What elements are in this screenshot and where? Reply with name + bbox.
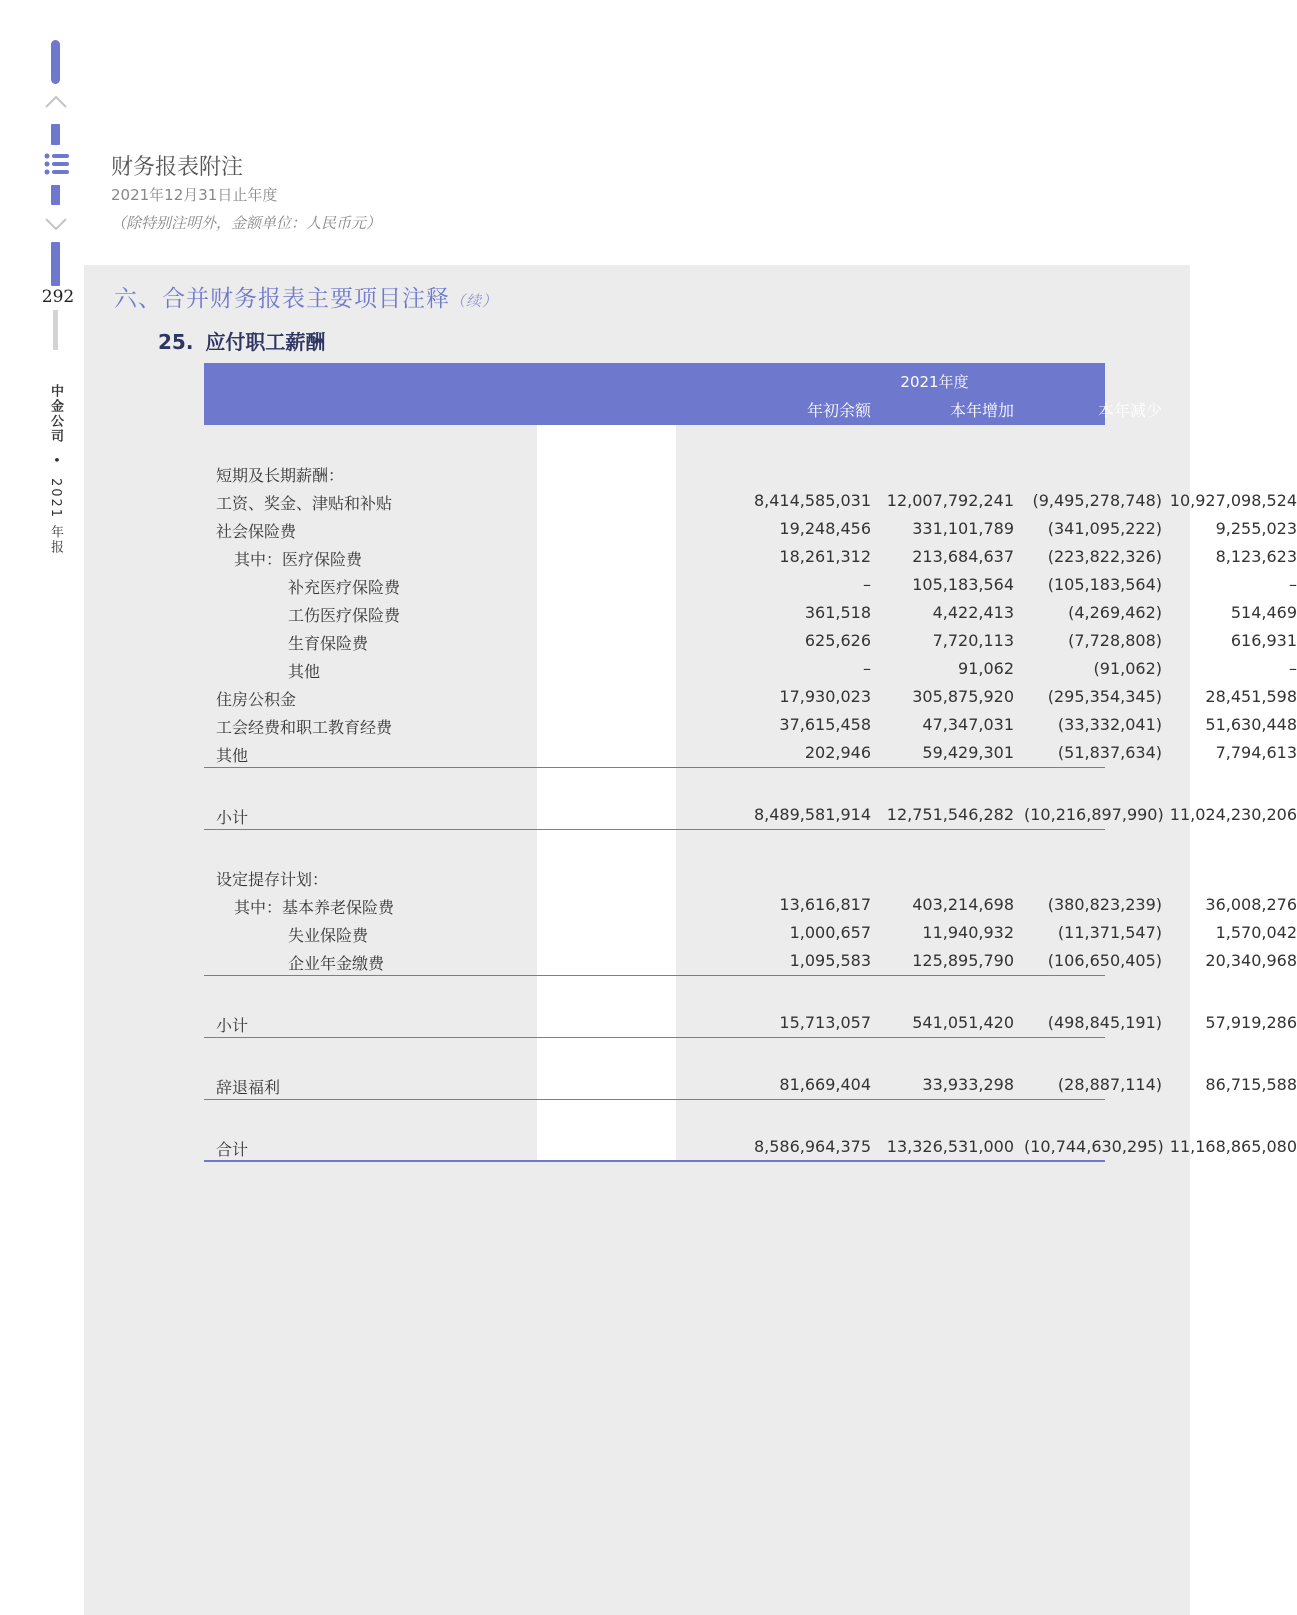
cell-value: 20,340,968 [1205,951,1297,970]
cell-value: (10,216,897,990) [1024,805,1164,824]
separator-dot: • [48,456,63,466]
unit-note: （除特别注明外，金额单位：人民币元） [111,214,382,232]
table-row [204,891,1297,919]
cell-value: 1,570,042 [1215,923,1297,942]
cell-value: 8,123,623 [1215,547,1297,566]
row-label: 小计 [216,1016,249,1035]
cell-value: (380,823,239) [1047,895,1162,914]
nav-bar-segment [51,242,60,286]
cell-value: 9,255,023 [1215,519,1297,538]
cell-value: 17,930,023 [779,687,871,706]
side-label [46,384,65,555]
cell-value: 13,616,817 [779,895,871,914]
cell-value: – [863,575,871,594]
row-label: 小计 [216,808,249,827]
report-name: 2021 年报 [48,477,63,556]
subsection-number: 25. [158,330,194,354]
cell-value: (28,887,114) [1057,1075,1162,1094]
cell-value: 51,630,448 [1205,715,1297,734]
cell-value: 202,946 [804,743,871,762]
table-row [204,543,1297,571]
row-label: 辞退福利 [216,1078,281,1097]
row-label: 补充医疗保险费 [288,578,401,597]
nav-progress-bar [53,310,58,350]
cell-value: 57,919,286 [1205,1013,1297,1032]
table-row [204,487,1297,515]
cell-value: (105,183,564) [1047,575,1162,594]
cell-value: – [863,659,871,678]
table-rule [204,975,1105,976]
cell-value: (7,728,808) [1068,631,1162,650]
nav-bar-segment [51,185,60,205]
group-label [204,459,1105,487]
subsection-title [158,326,325,355]
table-row [204,683,1297,711]
year-header: 2021年度 [900,373,969,391]
subsection-name: 应付职工薪酬 [205,330,326,354]
cell-value: (498,845,191) [1047,1013,1162,1032]
table-rule [204,1160,1105,1162]
cell-value: 616,931 [1230,631,1297,650]
cell-value: 625,626 [804,631,871,650]
column-header: 本年增加 [949,401,1014,420]
cell-value: 12,751,546,282 [886,805,1014,824]
cell-value: 37,615,458 [779,715,871,734]
cell-value: 305,875,920 [912,687,1014,706]
cell-value: 13,326,531,000 [886,1137,1014,1156]
cell-value: 8,489,581,914 [753,805,871,824]
table-row [204,947,1297,975]
row-label: 失业保险费 [288,926,369,945]
row-label: 企业年金缴费 [288,954,385,973]
table-row [204,711,1297,739]
row-label: 住房公积金 [216,690,297,709]
cell-value: 213,684,637 [912,547,1014,566]
cell-value: (51,837,634) [1057,743,1162,762]
row-label: 其中：基本养老保险费 [234,898,395,917]
cell-value: 541,051,420 [912,1013,1014,1032]
table-row [204,515,1297,543]
column-header: 本年减少 [1097,401,1162,420]
table-rule [204,1037,1105,1038]
cell-value: 12,007,792,241 [886,491,1014,510]
row-label: 工资、奖金、津贴和补贴 [216,494,393,513]
cell-value: (91,062) [1093,659,1162,678]
subtotal-row [204,1009,1297,1037]
cell-value: 8,586,964,375 [753,1137,871,1156]
cell-value: 86,715,588 [1205,1075,1297,1094]
row-label: 设定提存计划： [216,870,329,889]
cell-value: 1,095,583 [789,951,871,970]
cell-value: (9,495,278,748) [1032,491,1162,510]
total-row [204,1133,1297,1161]
cell-value: 514,469 [1230,603,1297,622]
row-label: 合计 [216,1140,249,1159]
cell-value: (10,744,630,295) [1024,1137,1164,1156]
cell-value: 18,261,312 [779,547,871,566]
subtotal-row [204,801,1297,829]
row-label: 生育保险费 [288,634,369,653]
row-label: 短期及长期薪酬： [216,466,345,485]
cell-value: (11,371,547) [1057,923,1162,942]
group-label [204,863,1105,891]
cell-value: 7,720,113 [932,631,1014,650]
cell-value: (4,269,462) [1068,603,1162,622]
cell-value: 91,062 [958,659,1014,678]
column-header: 年初余额 [806,401,871,420]
cell-value: 361,518 [804,603,871,622]
chevron-up-icon[interactable] [44,94,68,110]
row-label: 其他 [216,746,249,765]
cell-value: 47,347,031 [922,715,1014,734]
nav-bookmark-bar [51,40,60,84]
nav-bar-segment [51,124,60,145]
cell-value: (295,354,345) [1047,687,1162,706]
cell-value: 11,168,865,080 [1169,1137,1297,1156]
cell-value: 11,024,230,206 [1169,805,1297,824]
cell-value: 59,429,301 [922,743,1014,762]
row-label: 其他 [288,662,321,681]
column-header: 年末余额 [1232,401,1297,420]
cell-value: 15,713,057 [779,1013,871,1032]
cell-value: (33,332,041) [1057,715,1162,734]
cell-value: 36,008,276 [1205,895,1297,914]
cell-value: 10,927,098,524 [1169,491,1297,510]
cell-value: 11,940,932 [922,923,1014,942]
table-header [204,363,1297,425]
cell-value: 81,669,404 [779,1075,871,1094]
cell-value: 331,101,789 [912,519,1014,538]
list-menu-icon[interactable] [44,152,70,176]
cell-value: 403,214,698 [912,895,1014,914]
row-label: 其中：医疗保险费 [234,550,363,569]
table-row [204,599,1297,627]
row-label: 工会经费和职工教育经费 [216,718,393,737]
table-row [204,571,1297,599]
cell-value: (341,095,222) [1047,519,1162,538]
company-name: 中金公司 [48,384,63,444]
section-title-text: 六、合并财务报表主要项目注释 [114,286,450,312]
table-rule [204,1099,1105,1100]
cell-value: 4,422,413 [932,603,1014,622]
cell-value: 8,414,585,031 [753,491,871,510]
table-row [204,1071,1297,1099]
cell-value: – [1289,659,1297,678]
cell-value: 105,183,564 [912,575,1014,594]
table-row [204,919,1297,947]
page-title: 财务报表附注 [111,155,244,180]
chevron-down-icon[interactable] [44,216,68,232]
cell-value: (223,822,326) [1047,547,1162,566]
cell-value: 33,933,298 [922,1075,1014,1094]
report-period: 2021年12月31日止年度 [111,186,278,204]
section-title [114,280,498,313]
table-rule [204,829,1105,830]
table-rule [204,767,1105,768]
cell-value: 19,248,456 [779,519,871,538]
cell-value: – [1289,575,1297,594]
table-row [204,627,1297,655]
cell-value: 125,895,790 [912,951,1014,970]
row-label: 社会保险费 [216,522,297,541]
cell-value: 1,000,657 [789,923,871,942]
cell-value: 28,451,598 [1205,687,1297,706]
page-number: 292 [41,287,75,307]
table-row [204,655,1297,683]
cell-value: 7,794,613 [1215,743,1297,762]
table-row [204,739,1297,767]
continued-label: （续） [450,292,499,310]
row-label: 工伤医疗保险费 [288,606,401,625]
cell-value: (106,650,405) [1047,951,1162,970]
